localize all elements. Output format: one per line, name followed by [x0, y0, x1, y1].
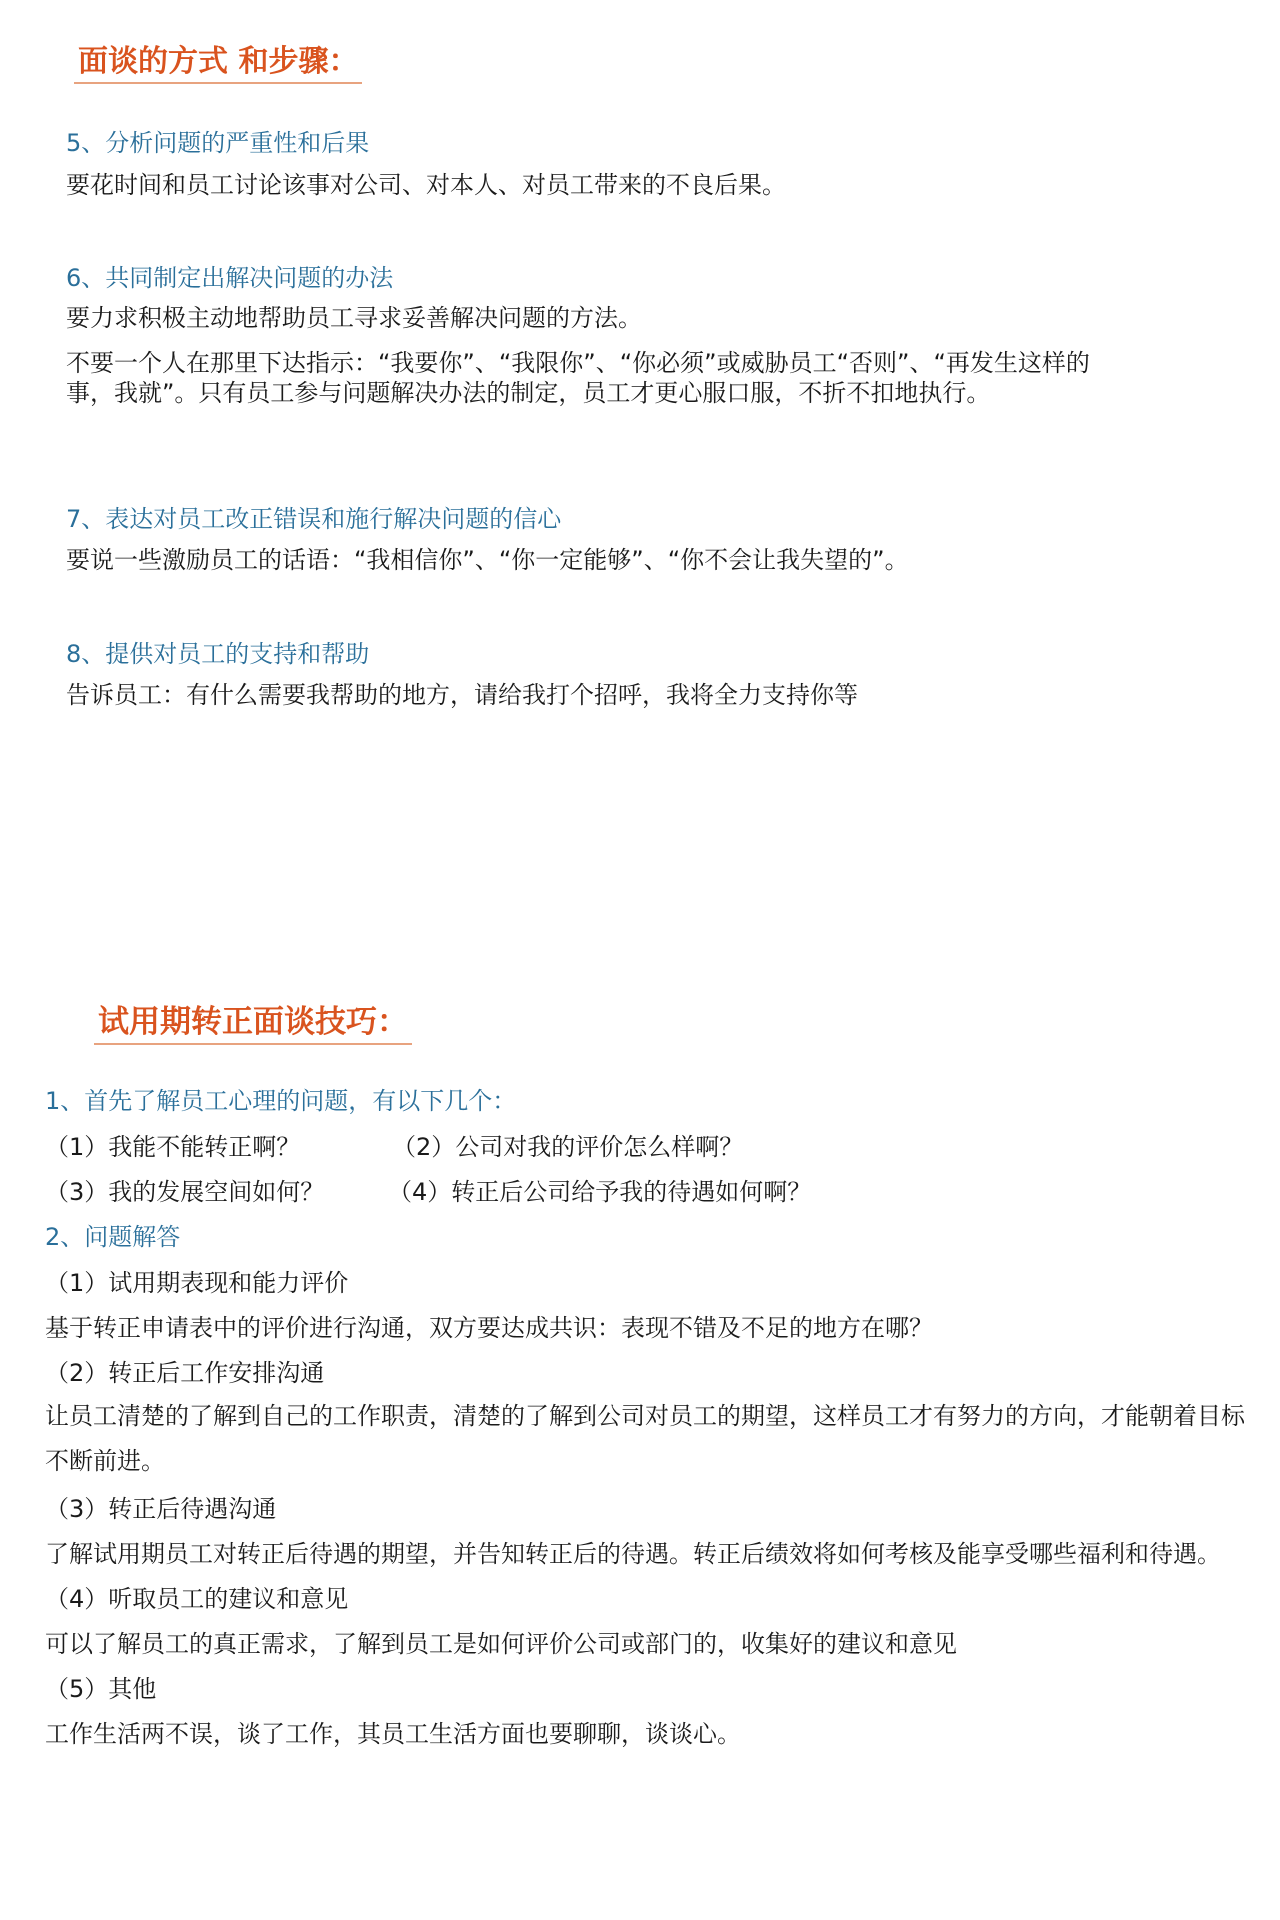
answer-5-text: 工作生活两不误，谈了工作，其员工生活方面也要聊聊，谈谈心。	[45, 1720, 741, 1748]
step-5-title: 5、分析问题的严重性和后果	[66, 129, 370, 157]
answer-1-subtitle: （1）试用期表现和能力评价	[45, 1269, 349, 1297]
answer-2-text: 让员工清楚的了解到自己的工作职责，清楚的了解到公司对员工的期望，这样员工才有努力的方向，才能朝着目标不断前进。	[45, 1402, 1245, 1475]
step-6-text-1: 要力求积极主动地帮助员工寻求妥善解决问题的方法。	[66, 304, 642, 332]
answer-3-text: 了解试用期员工对转正后待遇的期望，并告知转正后的待遇。转正后绩效将如何考核及能享受哪些福利和待遇。	[45, 1540, 1221, 1568]
question-1: （1）我能不能转正啊？	[45, 1133, 301, 1161]
question-2: （2）公司对我的评价怎么样啊？	[392, 1133, 744, 1161]
step-8-text: 告诉员工：有什么需要我帮助的地方，请给我打个招呼，我将全力支持你等	[66, 681, 858, 709]
question-3: （3）我的发展空间如何？	[45, 1178, 325, 1206]
question-section-title: 1、首先了解员工心理的问题，有以下几个：	[45, 1087, 517, 1115]
step-7-text: 要说一些激励员工的话语：“我相信你”、“你一定能够”、“你不会让我失望的”。	[66, 546, 909, 574]
answer-2-subtitle: （2）转正后工作安排沟通	[45, 1359, 325, 1387]
step-8-title: 8、提供对员工的支持和帮助	[66, 640, 370, 668]
step-6-title: 6、共同制定出解决问题的办法	[66, 264, 394, 292]
question-4: （4）转正后公司给予我的待遇如何啊？	[388, 1178, 812, 1206]
answer-1-text: 基于转正申请表中的评价进行沟通，双方要达成共识：表现不错及不足的地方在哪？	[45, 1314, 933, 1342]
step-6-text-2: 不要一个人在那里下达指示：“我要你”、“我限你”、“你必须”或威胁员工“否则”、“再发生这样的事，我就”。只有员工参与问题解决办法的制定，员工才更心服口服，不折不扣地执行。	[66, 349, 1090, 407]
answer-4-text: 可以了解员工的真正需求，了解到员工是如何评价公司或部门的，收集好的建议和意见	[45, 1630, 957, 1658]
answer-5-subtitle: （5）其他	[45, 1675, 157, 1703]
answer-3-subtitle: （3）转正后待遇沟通	[45, 1495, 277, 1523]
step-5-text: 要花时间和员工讨论该事对公司、对本人、对员工带来的不良后果。	[66, 171, 786, 199]
section-heading-probation-interview: 试用期转正面谈技巧：	[94, 996, 412, 1045]
answer-section-title: 2、问题解答	[45, 1223, 181, 1251]
answer-4-subtitle: （4）听取员工的建议和意见	[45, 1585, 349, 1613]
step-7-title: 7、表达对员工改正错误和施行解决问题的信心	[66, 505, 562, 533]
section-heading-interview-steps: 面谈的方式 和步骤：	[74, 36, 362, 84]
